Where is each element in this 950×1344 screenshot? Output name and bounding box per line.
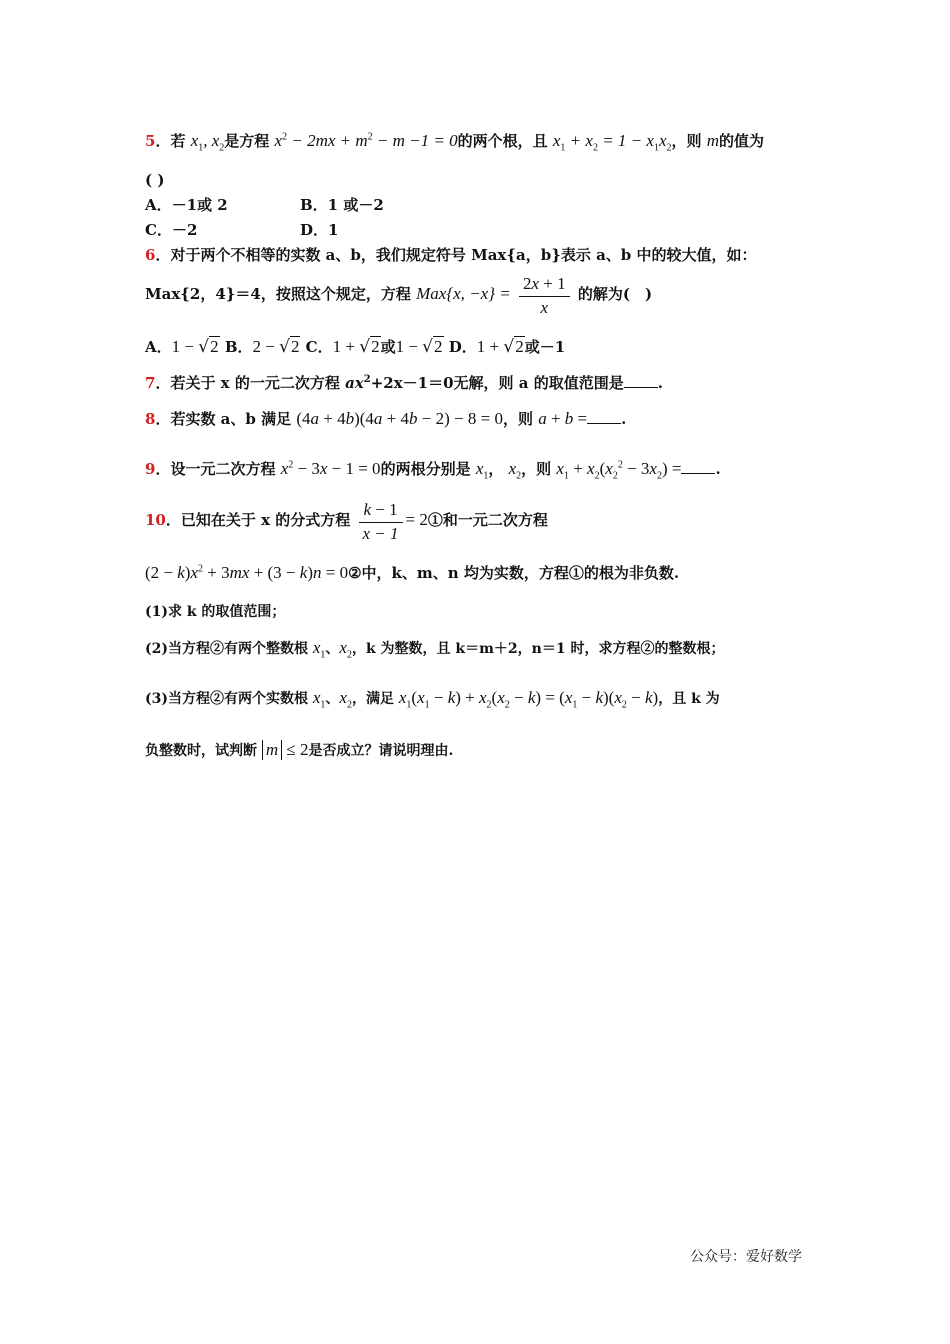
answer-blank <box>587 409 621 424</box>
question-5-paren: ( ) <box>145 171 165 189</box>
math-roots: $x_1$, $x_2$ <box>190 131 225 154</box>
question-5: 5．若 $x_1$, $x_2$是方程 $x^2 - 2mx + m^2 - m -1 = 0$的两个根，且 $x_1 + x_2 = 1 - x_1x_2$，则 m的值为 <box>145 131 765 154</box>
math-condition: $x_1(x_1 - k) + x_2(x_2 - k) = (x_1 - k)(x_2 - k)$ <box>398 688 659 711</box>
question-number: 7 <box>145 374 156 392</box>
question-8: 8．若实数 a、b 满足 (4a + 4b)(4a + 4b − 2) − 8 = 0，则 a + b = . <box>145 409 627 428</box>
option-c: C． <box>305 338 333 356</box>
option-d: D． <box>448 338 477 356</box>
question-number: 10 <box>145 511 166 529</box>
question-number: 6 <box>145 246 156 264</box>
question-10: 10．已知在关于 x 的分式方程 $\frac{k - 1}{x - 1}$ = 2①和一元二次方程 <box>145 499 548 543</box>
question-number: 9 <box>145 460 156 478</box>
question-10-part3: (3)当方程②有两个实数根 $x_1$、$x_2$，满足 $x_1(x_1 - k) + x_2(x_2 - k) = (x_1 - k)(x_2 - k)$，且 k 为 <box>145 688 720 711</box>
option-a: A． <box>145 338 172 356</box>
math-equation: (4a + 4b)(4a + 4b − 2) − 8 = 0 <box>296 409 503 428</box>
math-inequality: m ≤ 2 <box>262 740 309 759</box>
answer-blank <box>624 373 658 388</box>
question-10-line2: $(2 - k)x^2 + 3mx + (3 - k)n$ = 0②中，k、m、n 均为实数，方程①的根为非负数. <box>145 563 680 582</box>
question-7: 7．若关于 x 的一元二次方程 $ax^2+2x-1=0$无解，则 a 的取值范围是 . <box>145 374 663 392</box>
math-expression: $x_1 + x_2(x_2^2 - 3x_2)$ = <box>556 459 682 482</box>
math-equation: $(2 - k)x^2 + 3mx + (3 - k)n = 0$ <box>145 563 349 582</box>
question-9: 9．设一元二次方程 $x^2 - 3x - 1 = 0$的两根分别是 $x_1$， $x_2$，则 $x_1 + x_2(x_2^2 - 3x_2)$ = . <box>145 459 721 482</box>
question-6: 6．对于两个不相等的实数 a、b，我们规定符号 Max{a，b}表示 a、b 中的较大值，如： <box>145 246 757 264</box>
math-equation: $x^2 - 2mx + m^2 - m -1 = 0$ <box>274 131 458 150</box>
question-10-part3-line2: 负整数时，试判断 m ≤ 2是否成立？请说明理由. <box>145 740 454 759</box>
math-max: Max{x, −x} = <box>416 284 511 303</box>
question-number: 5 <box>145 132 156 150</box>
math-fraction: $\frac{k - 1}{x - 1}$ <box>359 498 403 545</box>
option-c: C．－2 <box>145 221 198 239</box>
question-10-part1: (1)求 k 的取值范围； <box>145 604 286 620</box>
option-b: B．1 或－2 <box>300 196 384 214</box>
math-fraction: $\frac{2x + 1}{x}$ <box>519 272 570 319</box>
question-6-line2: Max{2，4}＝4，按照这个规定，方程 Max{x, −x} = $\frac{2x + 1}{x}$ 的解为( ) <box>145 273 653 317</box>
option-a: A．－1或 2 <box>145 196 228 214</box>
math-equation: $x^2 - 3x - 1 = 0$ <box>280 459 381 478</box>
question-6-options: A．1 − √2 B．2 − √2 C．1 + √2或1 − √2 D．1 + √2或－1 <box>145 337 566 357</box>
question-number: 8 <box>145 410 156 428</box>
math-condition: $x_1 + x_2 = 1 - x_1x_2$ <box>552 131 672 154</box>
question-10-part2: (2)当方程②有两个整数根 $x_1$、$x_2$，k 为整数，且 k＝m＋2，n＝1 时，求方程②的整数根； <box>145 638 725 661</box>
footer-watermark: 公众号：爱好数学 <box>690 1249 802 1265</box>
option-b: B． <box>224 338 253 356</box>
option-d: D．1 <box>300 221 339 239</box>
answer-blank <box>681 459 715 474</box>
